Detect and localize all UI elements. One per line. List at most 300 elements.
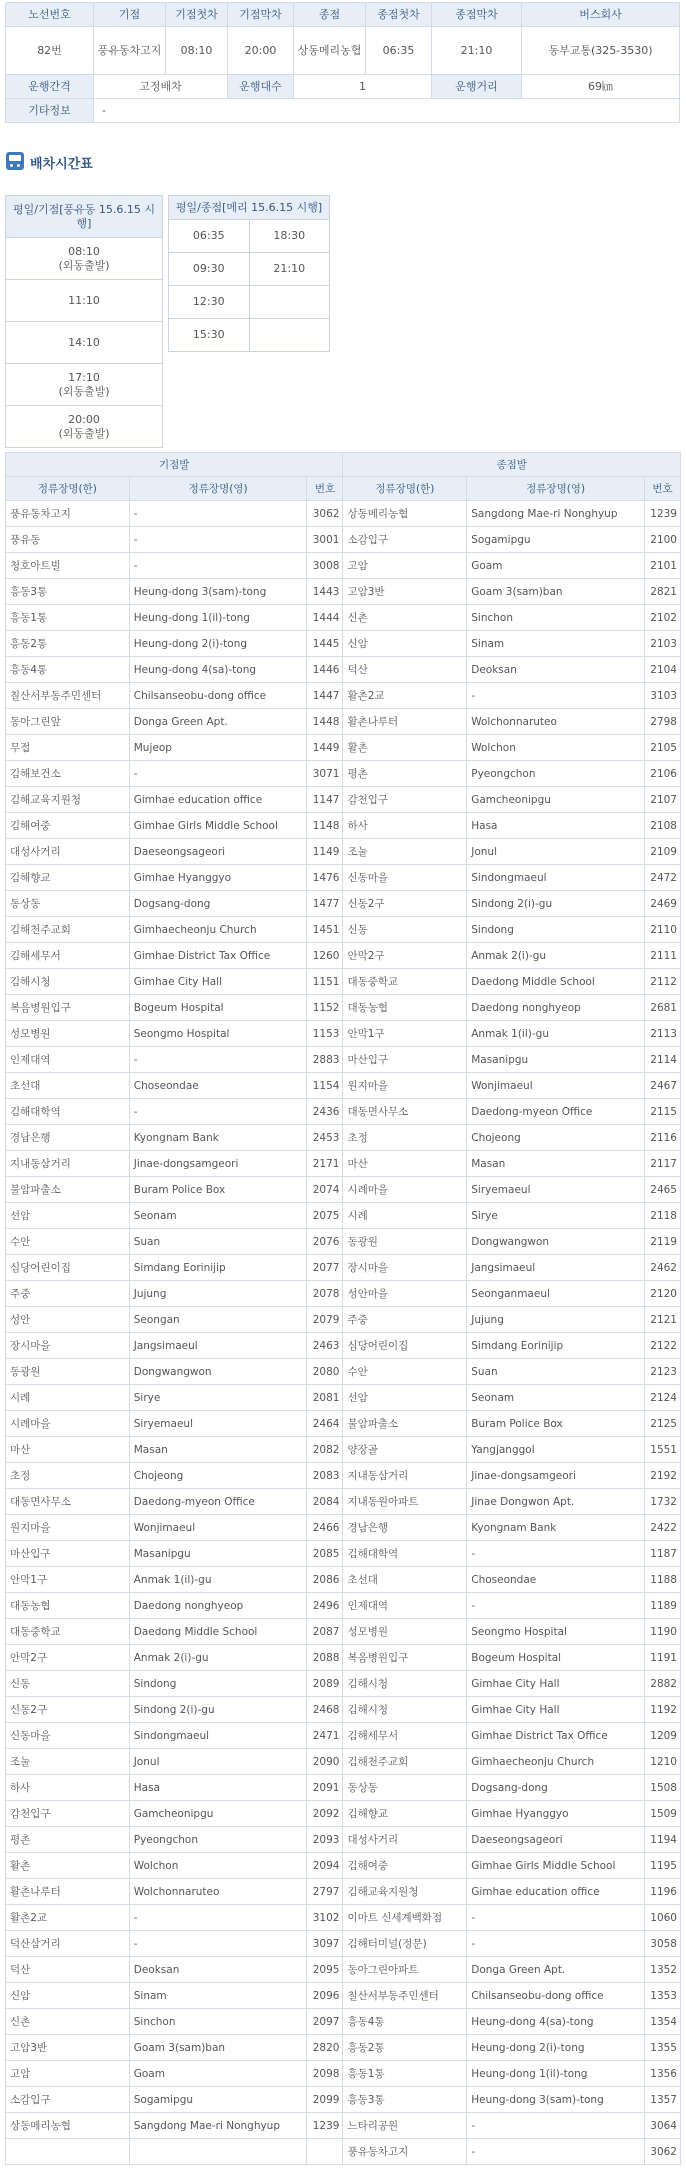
stop-number: 2125	[644, 1411, 680, 1437]
stop-name-eng: Goam	[129, 2061, 307, 2087]
stop-number: 2088	[307, 1645, 343, 1671]
info-header: 종점첫차	[366, 3, 432, 27]
stop-name-eng: Masanipgu	[129, 1541, 307, 1567]
stop-name-eng	[129, 2139, 307, 2165]
stop-name-kor: 김해시청	[343, 1671, 467, 1697]
stop-name-eng: Heung-dong 1(il)-tong	[129, 605, 307, 631]
stop-name-eng: Daedong-myeon Office	[467, 1099, 645, 1125]
stop-number: 2466	[307, 1515, 343, 1541]
timetable-start-time: 20:00 (외동출발)	[6, 406, 163, 448]
stop-number: 3062	[644, 2139, 680, 2165]
stop-name-kor: 흥동2통	[343, 2035, 467, 2061]
table-row	[6, 1645, 681, 1671]
stop-name-kor: 초선대	[6, 1073, 130, 1099]
stop-number: 1445	[307, 631, 343, 657]
stop-name-eng: Dongwangwon	[129, 1359, 307, 1385]
stop-name-eng: Heung-dong 3(sam)-tong	[129, 579, 307, 605]
stop-number: 2107	[644, 787, 680, 813]
table-row	[6, 1671, 681, 1697]
stop-name-eng: -	[467, 683, 645, 709]
distance-label: 운행거리	[432, 75, 522, 99]
stop-number: 2098	[307, 2061, 343, 2087]
stop-name-kor: 대동농협	[343, 995, 467, 1021]
stop-number: 1509	[644, 1801, 680, 1827]
timetable-start-time: 08:10 (외동출발)	[6, 238, 163, 280]
stop-name-eng: Gamcheonipgu	[467, 787, 645, 813]
stop-name-kor: 김해세무서	[343, 1723, 467, 1749]
stop-name-eng: Sindongmaeul	[467, 865, 645, 891]
bus-company: 동부교통(325-3530)	[522, 27, 680, 75]
table-row	[6, 579, 681, 605]
stop-name-kor: 대동농협	[6, 1593, 130, 1619]
stop-name-kor: 조눌	[6, 1749, 130, 1775]
stop-name-eng: Sogamipgu	[467, 527, 645, 553]
timetable-start-time: 11:10	[6, 280, 163, 322]
stop-name-eng: Simdang Eorinijip	[467, 1333, 645, 1359]
table-row	[6, 1203, 681, 1229]
stop-name-kor: 풍유동차고지	[6, 501, 130, 527]
stop-name-eng: Sinchon	[129, 2009, 307, 2035]
stop-name-kor: 무접	[6, 735, 130, 761]
stop-number: 2082	[307, 1437, 343, 1463]
stop-number: 2462	[644, 1255, 680, 1281]
stop-name-eng: Daedong nonghyeop	[467, 995, 645, 1021]
stop-name-eng: Heung-dong 1(il)-tong	[467, 2061, 645, 2087]
stop-name-eng: Seongmo Hospital	[129, 1021, 307, 1047]
stop-name-eng: Sindong	[467, 917, 645, 943]
info-header: 종점막차	[432, 3, 522, 27]
table-row	[6, 1801, 681, 1827]
info-header: 종점	[294, 3, 366, 27]
distance-value: 69㎞	[522, 75, 680, 99]
stop-number: 2111	[644, 943, 680, 969]
table-row	[6, 735, 681, 761]
stop-number: 1188	[644, 1567, 680, 1593]
stop-number: 2074	[307, 1177, 343, 1203]
stop-name-eng: Sindong	[129, 1671, 307, 1697]
stop-name-kor: 시례	[343, 1203, 467, 1229]
stop-name-eng: -	[129, 527, 307, 553]
table-row	[6, 865, 681, 891]
stop-name-kor: 상동메리농협	[343, 501, 467, 527]
stop-name-eng: Sogamipgu	[129, 2087, 307, 2113]
info-header: 기점막차	[228, 3, 294, 27]
stop-name-kor: 고암3반	[6, 2035, 130, 2061]
stop-name-kor: 고암	[6, 2061, 130, 2087]
stop-name-eng: Chilsanseobu-dong office	[467, 1983, 645, 2009]
table-row	[6, 1385, 681, 1411]
stop-name-kor: 경남은행	[6, 1125, 130, 1151]
stop-number: 3097	[307, 1931, 343, 1957]
stop-name-kor: 초정	[343, 1125, 467, 1151]
stop-number: 2106	[644, 761, 680, 787]
stop-name-eng: Seonam	[129, 1203, 307, 1229]
stops-table	[5, 452, 681, 2165]
info-header: 기점첫차	[166, 3, 228, 27]
table-row	[6, 787, 681, 813]
stop-name-kor: 흥동1통	[6, 605, 130, 631]
stop-name-kor: 원지마을	[343, 1073, 467, 1099]
table-row	[6, 657, 681, 683]
stop-name-kor: 초정	[6, 1463, 130, 1489]
stop-name-eng: Bogeum Hospital	[129, 995, 307, 1021]
stop-name-kor: 인제대역	[343, 1593, 467, 1619]
stop-name-eng: Siryemaeul	[467, 1177, 645, 1203]
stop-name-eng: Wolchonnaruteo	[129, 1879, 307, 1905]
stop-number: 2496	[307, 1593, 343, 1619]
timetable-start-time: 17:10 (외동출발)	[6, 364, 163, 406]
stop-number: 2171	[307, 1151, 343, 1177]
stop-number: 2086	[307, 1567, 343, 1593]
stop-name-kor: 김해시청	[6, 969, 130, 995]
stop-name-kor: 지내동삼거리	[343, 1463, 467, 1489]
table-row	[6, 709, 681, 735]
stop-name-eng: Chilsanseobu-dong office	[129, 683, 307, 709]
stop-number: 2681	[644, 995, 680, 1021]
stop-number: 1189	[644, 1593, 680, 1619]
info-header: 버스회사	[522, 3, 680, 27]
stop-name-kor: 신동2구	[6, 1697, 130, 1723]
stop-name-eng: Buram Police Box	[129, 1177, 307, 1203]
stop-number: 2120	[644, 1281, 680, 1307]
stop-name-kor: 감천입구	[343, 787, 467, 813]
stop-name-eng: Sindong 2(i)-gu	[467, 891, 645, 917]
table-row	[6, 1879, 681, 1905]
stop-name-eng: Sangdong Mae-ri Nonghyup	[467, 501, 645, 527]
stop-number: 2108	[644, 813, 680, 839]
stop-number: 2097	[307, 2009, 343, 2035]
stop-number: 3062	[307, 501, 343, 527]
stop-name-kor: 인제대역	[6, 1047, 130, 1073]
table-row	[6, 1281, 681, 1307]
stop-number: 1354	[644, 2009, 680, 2035]
timetable-section-header	[6, 152, 306, 172]
stop-name-eng: Seonganmaeul	[467, 1281, 645, 1307]
stop-number: 2798	[644, 709, 680, 735]
table-row	[6, 1411, 681, 1437]
stop-name-kor: 활촌	[343, 735, 467, 761]
stop-name-eng: Jonul	[467, 839, 645, 865]
stop-number: 2453	[307, 1125, 343, 1151]
stop-name-eng: Dogsang-dong	[467, 1775, 645, 1801]
stop-name-kor: 심당어린이집	[6, 1255, 130, 1281]
stop-number: 2472	[644, 865, 680, 891]
stop-name-eng: Masanipgu	[467, 1047, 645, 1073]
stop-name-kor: 안막2구	[6, 1645, 130, 1671]
stop-name-kor: 복음병원입구	[343, 1645, 467, 1671]
stop-name-kor: 대동면사무소	[6, 1489, 130, 1515]
table-row	[6, 1593, 681, 1619]
stop-number: 1449	[307, 735, 343, 761]
table-row	[6, 1853, 681, 1879]
stop-name-eng: Daeseongsageori	[467, 1827, 645, 1853]
table-row	[6, 1333, 681, 1359]
stop-name-kor	[6, 2139, 130, 2165]
table-row	[6, 1047, 681, 1073]
table-row	[6, 1359, 681, 1385]
stop-name-kor: 칠산서부동주민센터	[6, 683, 130, 709]
stop-number: 2113	[644, 1021, 680, 1047]
stop-name-kor: 흥동2통	[6, 631, 130, 657]
stop-name-kor: 수안	[6, 1229, 130, 1255]
stop-number: 2422	[644, 1515, 680, 1541]
stop-name-eng: Gimhae education office	[467, 1879, 645, 1905]
stop-name-eng: Bogeum Hospital	[467, 1645, 645, 1671]
table-row	[6, 1489, 681, 1515]
stop-name-kor: 활촌2교	[6, 1905, 130, 1931]
stop-number: 2112	[644, 969, 680, 995]
stop-name-kor: 대동중학교	[6, 1619, 130, 1645]
table-row	[6, 1437, 681, 1463]
stop-name-eng: Gimhae City Hall	[467, 1671, 645, 1697]
stop-name-eng: Sindongmaeul	[129, 1723, 307, 1749]
stop-number: 1194	[644, 1827, 680, 1853]
stop-number: 3071	[307, 761, 343, 787]
stop-number: 2078	[307, 1281, 343, 1307]
stop-name-kor: 대성사거리	[6, 839, 130, 865]
stop-number: 1190	[644, 1619, 680, 1645]
stop-name-kor: 대동면사무소	[343, 1099, 467, 1125]
timetable-end-time: 15:30	[169, 319, 250, 352]
stop-number: 2105	[644, 735, 680, 761]
stop-name-kor: 덕산	[343, 657, 467, 683]
stop-name-kor: 대동중학교	[343, 969, 467, 995]
stop-name-kor: 동아그린앞	[6, 709, 130, 735]
stop-name-kor: 복음병원입구	[6, 995, 130, 1021]
stop-name-kor: 하사	[343, 813, 467, 839]
stop-number: 3008	[307, 553, 343, 579]
stop-number: 1153	[307, 1021, 343, 1047]
stop-name-eng: Sirye	[467, 1203, 645, 1229]
stop-number: 2436	[307, 1099, 343, 1125]
stop-name-kor: 장시마을	[343, 1255, 467, 1281]
stop-number: 1209	[644, 1723, 680, 1749]
table-row	[6, 2113, 681, 2139]
stop-number: 2122	[644, 1333, 680, 1359]
stop-name-kor: 양장골	[343, 1437, 467, 1463]
stop-number: 2463	[307, 1333, 343, 1359]
end-first-bus: 06:35	[366, 27, 432, 75]
start-last-bus: 20:00	[228, 27, 294, 75]
stop-number: 1477	[307, 891, 343, 917]
stop-name-kor: 신촌	[6, 2009, 130, 2035]
stop-name-kor: 활촌나루터	[343, 709, 467, 735]
stop-name-kor: 김해천주교회	[6, 917, 130, 943]
stop-number: 2099	[307, 2087, 343, 2113]
stop-name-eng: Deoksan	[129, 1957, 307, 1983]
stop-name-eng: Wonjimaeul	[129, 1515, 307, 1541]
stop-number: 2821	[644, 579, 680, 605]
stop-name-eng: Seongmo Hospital	[467, 1619, 645, 1645]
stop-name-eng: -	[467, 1905, 645, 1931]
stop-name-eng: Seonam	[467, 1385, 645, 1411]
stop-name-kor: 김해교육지원청	[6, 787, 130, 813]
stop-name-kor: 흥동3통	[343, 2087, 467, 2113]
stop-name-eng: Hasa	[129, 1775, 307, 1801]
stop-name-kor: 청호아트빌	[6, 553, 130, 579]
table-row	[6, 1177, 681, 1203]
stop-number: 2465	[644, 1177, 680, 1203]
stop-number: 1239	[644, 501, 680, 527]
stop-number: 2121	[644, 1307, 680, 1333]
stop-name-eng: Kyongnam Bank	[467, 1515, 645, 1541]
stop-name-kor: 장시마을	[6, 1333, 130, 1359]
stop-number: 2109	[644, 839, 680, 865]
stop-name-kor: 이마트 신세계백화점	[343, 1905, 467, 1931]
route-info-table	[5, 2, 680, 123]
route-number: 82번	[6, 27, 94, 75]
table-row	[6, 969, 681, 995]
stop-name-eng: Jonul	[129, 1749, 307, 1775]
stop-name-eng: -	[129, 553, 307, 579]
stop-name-eng: Gimhae District Tax Office	[467, 1723, 645, 1749]
interval-value: 고정배차	[94, 75, 228, 99]
stop-name-kor: 평촌	[343, 761, 467, 787]
stop-name-eng: Gamcheonipgu	[129, 1801, 307, 1827]
stop-number: 2119	[644, 1229, 680, 1255]
stop-name-kor: 풍유동	[6, 527, 130, 553]
table-row	[6, 527, 681, 553]
stop-number: 2094	[307, 1853, 343, 1879]
stop-name-eng: Wolchon	[467, 735, 645, 761]
stop-name-eng: -	[129, 1047, 307, 1073]
stop-number: 1195	[644, 1853, 680, 1879]
stop-name-kor: 김해보건소	[6, 761, 130, 787]
stop-name-eng: -	[129, 1931, 307, 1957]
stop-name-eng: Chojeong	[467, 1125, 645, 1151]
stop-name-eng: Siryemaeul	[129, 1411, 307, 1437]
table-row	[6, 1125, 681, 1151]
stop-name-kor: 초선대	[343, 1567, 467, 1593]
stop-name-eng: Daedong nonghyeop	[129, 1593, 307, 1619]
stop-name-kor: 심당어린이집	[343, 1333, 467, 1359]
stop-name-eng: Gimhae Hyanggyo	[467, 1801, 645, 1827]
stop-name-kor: 흥동1통	[343, 2061, 467, 2087]
end-stop: 상동메리농협	[294, 27, 366, 75]
stop-name-eng: Masan	[467, 1151, 645, 1177]
stop-name-kor: 김해터미널(정문)	[343, 1931, 467, 1957]
stop-number: 2882	[644, 1671, 680, 1697]
timetable-start-header: 평일/기점[풍유동 15.6.15 시행]	[6, 196, 163, 238]
stop-number: 2192	[644, 1463, 680, 1489]
stop-name-kor: 김해천주교회	[343, 1749, 467, 1775]
stop-number: 3058	[644, 1931, 680, 1957]
stop-name-eng: Anmak 1(il)-gu	[467, 1021, 645, 1047]
stop-name-kor: 마산	[343, 1151, 467, 1177]
stop-name-kor: 성안마을	[343, 1281, 467, 1307]
stop-name-eng: Jujung	[129, 1281, 307, 1307]
stop-name-eng: Gimhae education office	[129, 787, 307, 813]
etc-value: -	[94, 99, 680, 123]
table-row	[6, 2087, 681, 2113]
stop-name-eng: Anmak 1(il)-gu	[129, 1567, 307, 1593]
stop-name-eng: Deoksan	[467, 657, 645, 683]
table-row	[6, 1515, 681, 1541]
table-row	[6, 813, 681, 839]
stop-name-kor: 안막1구	[343, 1021, 467, 1047]
stop-name-eng: Suan	[467, 1359, 645, 1385]
stop-name-kor: 신암	[6, 1983, 130, 2009]
stop-name-eng: Chojeong	[129, 1463, 307, 1489]
stop-name-kor: 성모병원	[343, 1619, 467, 1645]
stop-number: 1149	[307, 839, 343, 865]
stop-name-kor: 감천입구	[6, 1801, 130, 1827]
stop-name-eng: Gimhae Hyanggyo	[129, 865, 307, 891]
stop-name-kor: 주중	[6, 1281, 130, 1307]
stop-name-kor: 신암	[343, 631, 467, 657]
stop-number: 3064	[644, 2113, 680, 2139]
stop-name-kor: 신동마을	[6, 1723, 130, 1749]
stop-name-eng: Jujung	[467, 1307, 645, 1333]
table-row	[6, 891, 681, 917]
stop-number: 2471	[307, 1723, 343, 1749]
table-row	[6, 1983, 681, 2009]
table-row	[6, 1723, 681, 1749]
stop-name-eng: Gimhae District Tax Office	[129, 943, 307, 969]
stop-name-eng: Anmak 2(i)-gu	[129, 1645, 307, 1671]
stop-name-eng: Donga Green Apt.	[129, 709, 307, 735]
stop-name-eng: Seongan	[129, 1307, 307, 1333]
stop-name-eng: -	[467, 2113, 645, 2139]
stop-number: 1444	[307, 605, 343, 631]
stop-name-eng: Heung-dong 4(sa)-tong	[129, 657, 307, 683]
stop-name-eng: Gimhaecheonju Church	[467, 1749, 645, 1775]
stop-number: 2085	[307, 1541, 343, 1567]
stop-name-kor: 흥동3통	[6, 579, 130, 605]
stop-number: 2087	[307, 1619, 343, 1645]
stop-name-kor: 동광원	[343, 1229, 467, 1255]
col-eng-header: 정류장명(영)	[467, 477, 645, 501]
stop-name-eng: Sirye	[129, 1385, 307, 1411]
timetable-end	[168, 195, 330, 352]
timetable-end-time: 06:35	[169, 220, 250, 253]
stop-name-eng: Gimhaecheonju Church	[129, 917, 307, 943]
stop-number: 2096	[307, 1983, 343, 2009]
stop-number: 2114	[644, 1047, 680, 1073]
stop-number: 2123	[644, 1359, 680, 1385]
stop-name-kor: 경남은행	[343, 1515, 467, 1541]
stop-name-kor: 조눌	[343, 839, 467, 865]
stop-number: 1060	[644, 1905, 680, 1931]
group-end-header: 종점발	[343, 453, 681, 477]
stop-name-kor: 신촌	[343, 605, 467, 631]
stop-name-kor: 동아그린아파트	[343, 1957, 467, 1983]
stop-name-kor: 안막1구	[6, 1567, 130, 1593]
col-eng-header: 정류장명(영)	[129, 477, 307, 501]
start-stop: 풍유동차고지	[94, 27, 166, 75]
stop-name-eng: Jinae Dongwon Apt.	[467, 1489, 645, 1515]
stop-number: 2104	[644, 657, 680, 683]
stop-number: 1239	[307, 2113, 343, 2139]
stop-name-kor: 김해여중	[343, 1853, 467, 1879]
stop-name-eng: -	[129, 761, 307, 787]
bus-icon	[6, 152, 24, 170]
stop-name-kor: 김해대학역	[6, 1099, 130, 1125]
stop-name-eng: Jinae-dongsamgeori	[129, 1151, 307, 1177]
stop-name-eng: Wolchon	[129, 1853, 307, 1879]
stop-number: 2467	[644, 1073, 680, 1099]
stop-name-kor: 고암	[343, 553, 467, 579]
stop-name-kor: 신동	[343, 917, 467, 943]
stop-number: 1356	[644, 2061, 680, 2087]
stop-name-kor: 소감입구	[6, 2087, 130, 2113]
stop-name-kor: 김해세무서	[6, 943, 130, 969]
stop-number: 2117	[644, 1151, 680, 1177]
table-row	[6, 631, 681, 657]
stop-name-eng: Donga Green Apt.	[467, 1957, 645, 1983]
stop-number: 2075	[307, 1203, 343, 1229]
col-num-header: 번호	[307, 477, 343, 501]
